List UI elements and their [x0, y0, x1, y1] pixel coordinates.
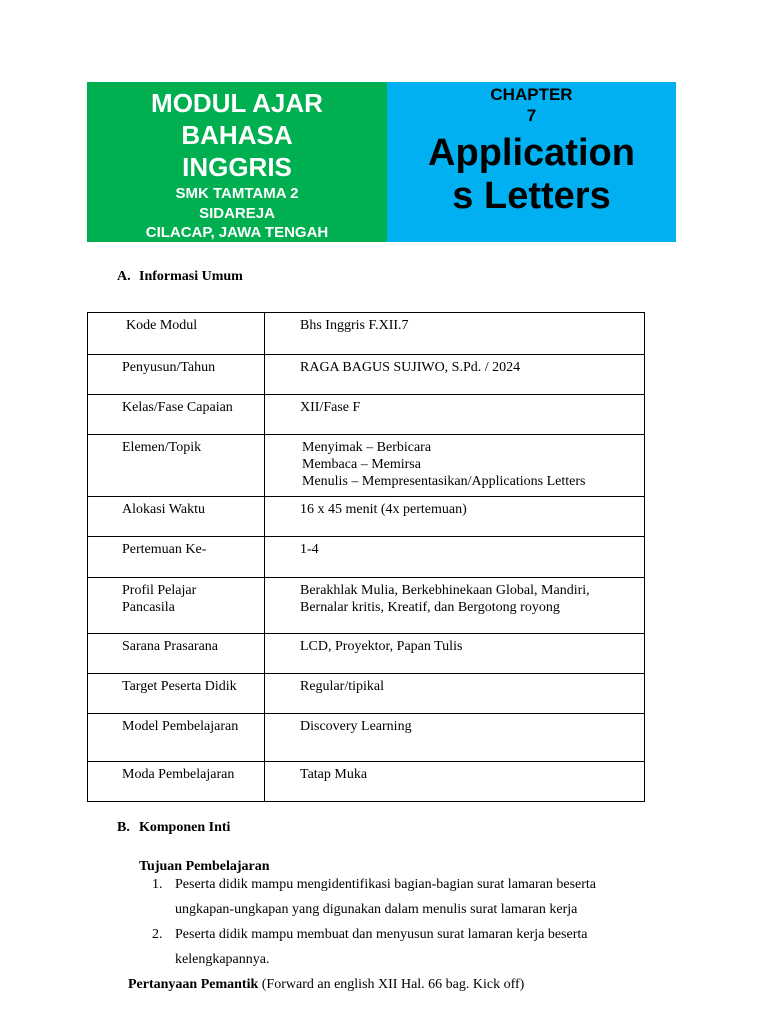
cell-text: Pancasila [122, 600, 175, 615]
module-banner [87, 82, 387, 242]
objectives-heading: Tujuan Pembelajaran [139, 859, 270, 874]
table-cell-label [88, 497, 265, 536]
table-cell-value [265, 762, 644, 801]
table-row [88, 762, 644, 802]
table-row [88, 634, 644, 674]
cell-text: RAGA BAGUS SUJIWO, S.Pd. / 2024 [300, 360, 521, 375]
section-a-title: Informasi Umum [139, 269, 243, 284]
table-row [88, 435, 644, 497]
table-cell-value [265, 313, 644, 354]
cell-text: Discovery Learning [300, 719, 412, 734]
cell-text: Elemen/Topik [122, 440, 202, 455]
section-a-marker: A. [117, 269, 131, 284]
cell-text: 1-4 [300, 542, 319, 557]
school-name-line: SMK TAMTAMA 2 [175, 185, 299, 202]
table-row [88, 395, 644, 435]
table-cell-label [88, 313, 265, 354]
chapter-number: 7 [526, 106, 537, 125]
table-cell-label [88, 634, 265, 673]
cell-text: Bhs Inggris F.XII.7 [300, 318, 409, 333]
cell-text: Target Peserta Didik [122, 679, 237, 694]
guiding-question [128, 976, 524, 993]
cell-text: XII/Fase F [300, 400, 361, 415]
cell-text: Profil Pelajar [122, 583, 197, 598]
cell-text: Kelas/Fase Capaian [122, 400, 233, 415]
list-item-number: 2. [152, 927, 163, 942]
cell-text: Bernalar kritis, Kreatif, dan Bergotong royong [300, 600, 560, 615]
school-name-line: SIDAREJA [199, 204, 275, 222]
cell-text: Moda Pembelajaran [122, 767, 235, 782]
module-title-line: BAHASA [181, 120, 293, 150]
chapter-title [387, 132, 676, 218]
chapter-title-line: s Letters [452, 175, 611, 217]
cell-text: Pertemuan Ke- [122, 542, 207, 557]
list-item-number: 1. [152, 877, 163, 892]
chapter-banner [387, 82, 676, 242]
table-cell-value [265, 355, 644, 394]
table-row [88, 313, 644, 355]
table-row [88, 578, 644, 634]
cell-text: Alokasi Waktu [122, 502, 205, 517]
list-item-text: ungkapan-ungkapan yang digunakan dalam menulis surat lamaran kerja [175, 902, 578, 917]
table-row [88, 497, 644, 537]
module-title [87, 87, 387, 183]
cell-text: Menyimak – Berbicara [302, 440, 432, 455]
table-cell-label [88, 355, 265, 394]
chapter-label [387, 84, 676, 126]
section-b-title: Komponen Inti [139, 820, 231, 835]
table-cell-value [265, 578, 644, 633]
table-row [88, 537, 644, 578]
cell-text: LCD, Proyektor, Papan Tulis [300, 639, 463, 654]
chapter-title-line: Application [428, 132, 635, 174]
cell-text: Penyusun/Tahun [122, 360, 216, 375]
cell-text: Regular/tipikal [300, 679, 384, 694]
guiding-question-text: (Forward an english XII Hal. 66 bag. Kick off) [261, 977, 525, 992]
guiding-question-label: Pertanyaan Pemantik [128, 977, 259, 992]
list-item-text: Peserta didik mampu membuat dan menyusun surat lamaran kerja beserta [175, 927, 588, 942]
info-table [87, 312, 645, 802]
table-cell-label [88, 578, 265, 633]
cell-text: Menulis – Mempresentasikan/Applications Letters [302, 474, 586, 489]
list-item-text: kelengkapannya. [175, 952, 270, 967]
table-cell-value [265, 714, 644, 761]
cell-text: Membaca – Memirsa [302, 457, 421, 472]
cell-text: Model Pembelajaran [122, 719, 239, 734]
table-row [88, 674, 644, 714]
school-name [87, 184, 387, 243]
module-title-line: INGGRIS [182, 152, 292, 182]
table-cell-label [88, 537, 265, 577]
table-cell-label [88, 395, 265, 434]
table-cell-value [265, 497, 644, 536]
table-row [88, 714, 644, 762]
section-b-marker: B. [117, 820, 130, 835]
module-title-line: MODUL AJAR [151, 88, 323, 118]
cell-text: Tatap Muka [300, 767, 368, 782]
chapter-label-text: CHAPTER [490, 85, 573, 104]
table-row [88, 355, 644, 395]
school-name-line: CILACAP, JAWA TENGAH [145, 224, 329, 241]
table-cell-label [88, 435, 265, 496]
list-item-text: Peserta didik mampu mengidentifikasi bagian-bagian surat lamaran beserta [175, 877, 597, 892]
table-cell-value [265, 674, 644, 713]
cell-text: 16 x 45 menit (4x pertemuan) [300, 502, 467, 517]
table-cell-value [265, 634, 644, 673]
cell-text: Kode Modul [126, 318, 198, 333]
cell-text: Sarana Prasarana [122, 639, 219, 654]
table-cell-label [88, 714, 265, 761]
cell-text: Berakhlak Mulia, Berkebhinekaan Global, Mandiri, [300, 583, 590, 598]
table-cell-value [265, 395, 644, 434]
table-cell-label [88, 762, 265, 801]
table-cell-label [88, 674, 265, 713]
table-cell-value [265, 537, 644, 577]
table-cell-value [265, 435, 644, 496]
